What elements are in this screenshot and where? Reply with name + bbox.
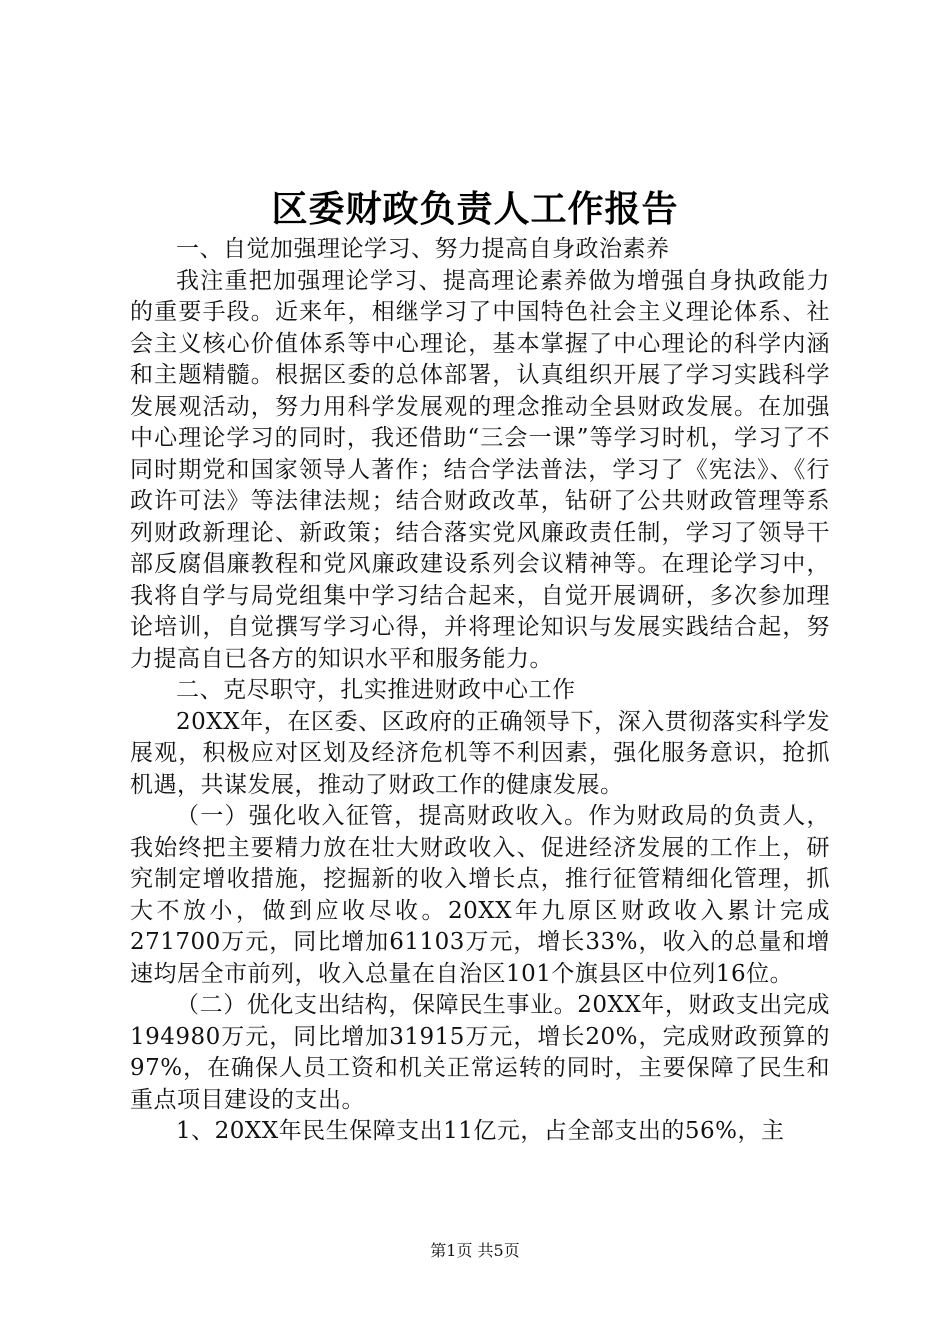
document-body <box>130 234 830 1148</box>
page-title: 区委财政负责人工作报告 <box>271 188 679 230</box>
paragraph: 20XX年，在区委、区政府的正确领导下，深入贯彻落实科学发展观，积极应对区划及经济危机等不利因素，强化服务意识，抢抓机遇，共谋发展，推动了财政工作的健康发展。 <box>130 708 830 798</box>
section-heading-2: 二、克尽职守，扎实推进财政中心工作 <box>176 677 576 703</box>
paragraph: 我注重把加强理论学习、提高理论素养做为增强自身执政能力的重要手段。近来年，相继学习了中国特色社会主义理论体系、社会主义核心价值体系等中心理论，基本掌握了中心理论的科学内涵和主题精髓。根据区委的总体部署，认真组织开展了学习实践科学发展观活动，努力用科学发展观的理念推动全县财政发展。在加强中心理论学习的同时，我还借助“三会一课”等学习时机，学习了不同时期党和国家领导人著作；结合学法普法，学习了《宪法》、《行政许可法》等法律法规；结合财政改革，钻研了公共财政管理等系列财政新理论、新政策；结合落实党风廉政责任制，学习了领导干部反腐倡廉教程和党风廉政建设系列会议精神等。在理论学习中，我将自学与局党组集中学习结合起来，自觉开展调研，多次参加理论培训，自觉撰写学习心得，并将理论知识与发展实践结合起，努力提高自已各方的知识水平和服务能力。 <box>130 267 830 672</box>
paragraph: （二）优化支出结构，保障民生事业。20XX年，财政支出完成194980万元，同比增加31915万元，增长20%，完成财政预算的97%，在确保人员工资和机关正常运转的同时，主要保障了民生和重点项目建设的支出。 <box>130 992 830 1113</box>
section-heading-1: 一、自觉加强理论学习、努力提高自身政治素养 <box>176 236 670 262</box>
page-footer: 第1页 共5页 <box>430 1241 520 1260</box>
paragraph: 1、20XX年民生保障支出11亿元，占全部支出的56%，主 <box>176 1118 785 1144</box>
paragraph: （一）强化收入征管，提高财政收入。作为财政局的负责人，我始终把主要精力放在壮大财政收入、促进经济发展的工作上，研究制定增收措施，挖掘新的收入增长点，推行征管精细化管理，抓大不放小，做到应收尽收。20XX年九原区财政收入累计完成271700万元，同比增加61103万元，增长33%，收入的总量和增速均居全市前列，收入总量在自治区101个旗县区中位列16位。 <box>130 803 830 987</box>
